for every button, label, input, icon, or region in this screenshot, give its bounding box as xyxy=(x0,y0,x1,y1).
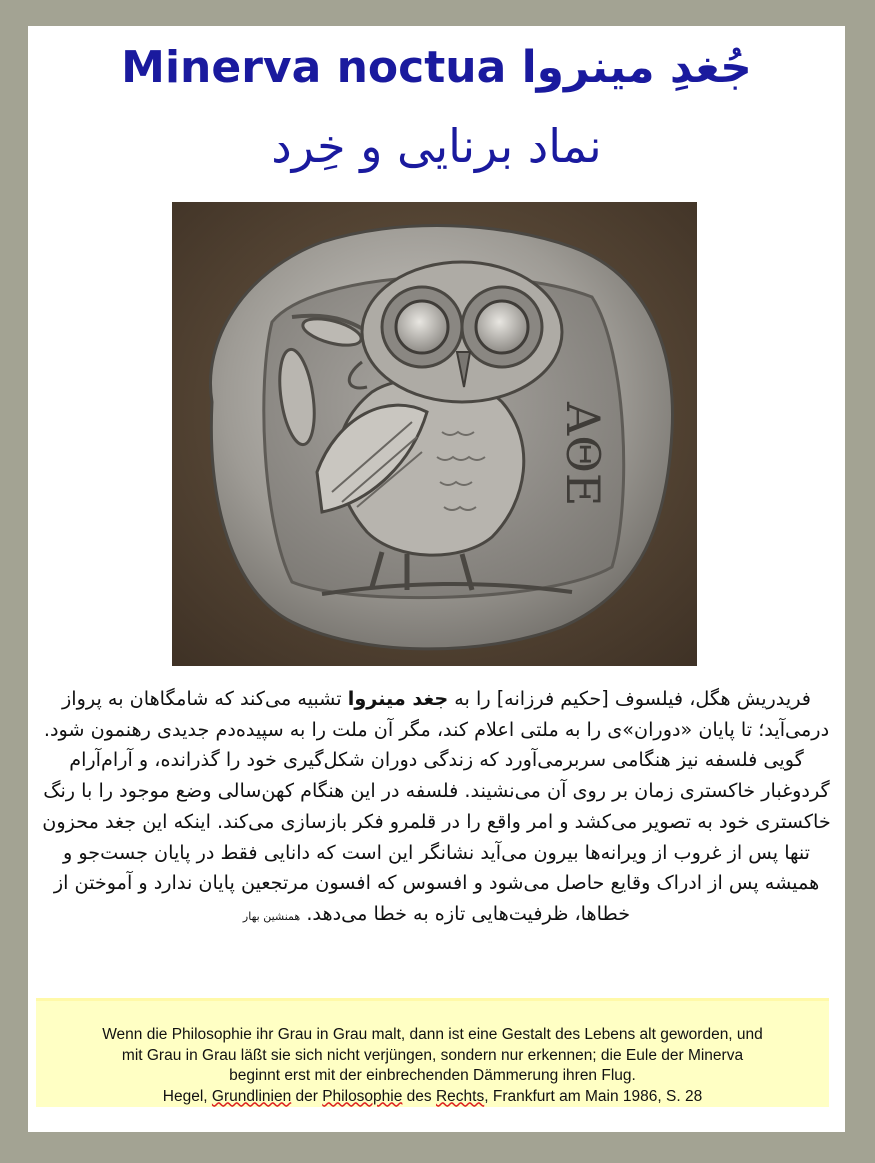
persian-text-part1: فریدریش هگل، فیلسوف [حکیم فرزانه] را به xyxy=(448,687,811,710)
title-persian-subtitle: نماد برنایی و خِرد xyxy=(271,119,602,173)
persian-text-part2: تشبیه می‌کند که شامگاهان به پرواز درمی‌آید؛ تا پایان «دوران»ی را به ملتی اعلام کند، مگر آن ملت را به سپیده‌دم جدیدی رهنمون شود. گویی فلسفه نیز هنگامی سربرمی‌آورد که زندگی دوران شکل‌گیری خود را گذرانده، و آرام‌آرام گردوغبار خاکستری زمان بر روی آن می‌نشیند. فلسفه در این هنگام کهن‌سالی وضع موجود را با رنگ خاکستری خود به تصویر می‌کشد و امر واقع را در قلمرو فکر بازسازی می‌کند. اینکه این جغد محزون تنها پس از غروب از ویرانه‌ها بیرون می‌آید نشانگر این است که دانایی فقط در پایان جست‌جو و همیشه پس از ادراک وقایع حاصل می‌شود و افسوس که افسون مرتجعین پایان ندارد و آموختن از خطاها، ظرفیت‌هایی تازه به خطا می‌دهد. xyxy=(42,687,831,925)
persian-signature: همنشین بهار xyxy=(242,909,301,923)
citation-mid-1: der xyxy=(291,1087,323,1105)
owl-coin-photo xyxy=(172,202,697,666)
citation-title-c: Rechts xyxy=(435,1087,485,1105)
german-quote-box xyxy=(36,998,829,1107)
title-latin-persian: Minerva noctua جُغدِ مینروا xyxy=(121,42,752,93)
persian-body-text xyxy=(34,684,839,933)
athenian-owl-coin-icon xyxy=(172,202,697,666)
citation-mid-2: des xyxy=(402,1087,436,1105)
quote-line-2: mit Grau in Grau läßt sie sich nicht verjüngen, sondern nur erkennen; die Eule der Minerva xyxy=(121,1046,744,1064)
quote-line-1: Wenn die Philosophie ihr Grau in Grau malt, dann ist eine Gestalt des Lebens alt geworden, und xyxy=(102,1026,763,1043)
citation-title-b: Philosophie xyxy=(322,1087,403,1105)
citation-rest: , Frankfurt am Main 1986, S. 28 xyxy=(484,1087,703,1105)
citation-title-a: Grundlinien xyxy=(211,1087,292,1105)
document-page xyxy=(28,26,845,1132)
persian-text-bold: جغد مینروا xyxy=(347,687,449,710)
quote-citation xyxy=(36,1087,829,1108)
citation-author: Hegel, xyxy=(162,1087,212,1105)
quote-line-3: beginnt erst mit der einbrechenden Dämmerung ihren Flug. xyxy=(229,1067,636,1084)
coin-inscription: ΑΘΕ xyxy=(556,402,610,507)
